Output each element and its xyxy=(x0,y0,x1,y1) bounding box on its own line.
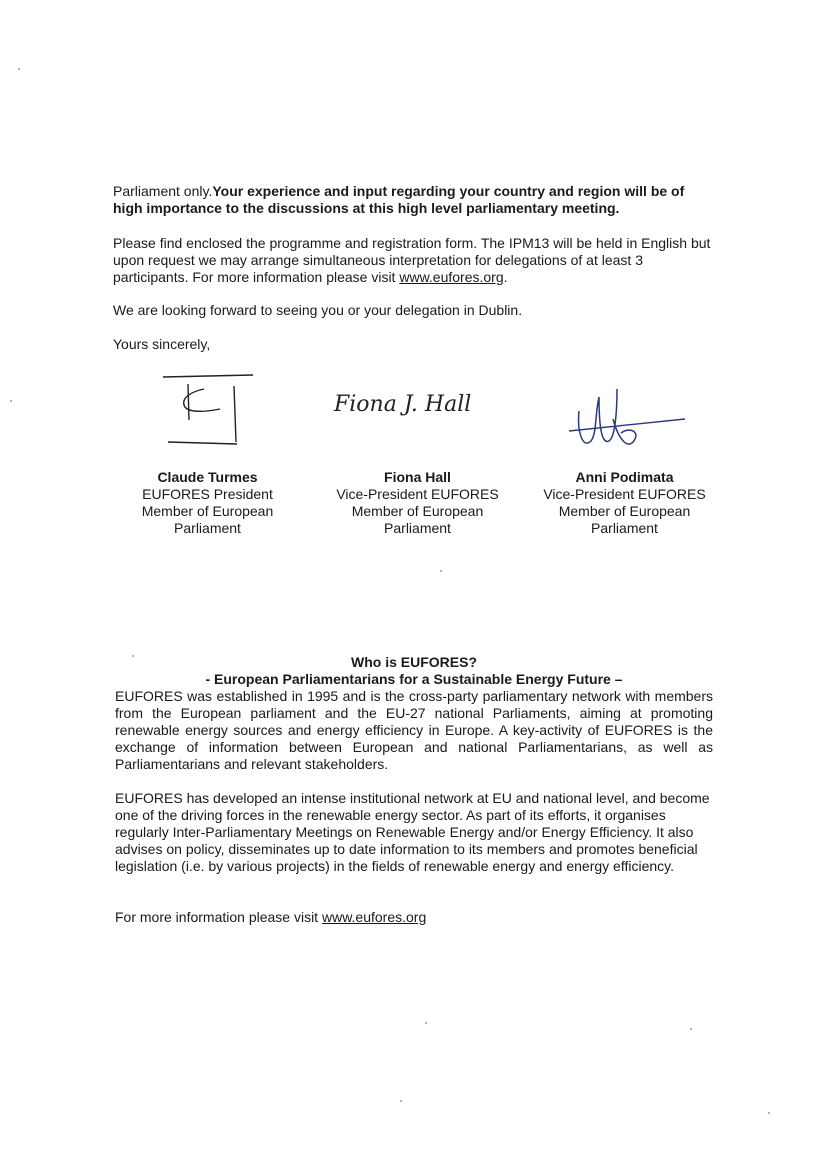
scan-speck xyxy=(10,400,12,402)
scan-speck xyxy=(18,68,20,70)
about-paragraph-1: EUFORES was established in 1995 and is the cross-party parliamentary network with members from the European parliament and the EU-27 national Parliaments, aiming at promoting renewable energy sources and energy efficiency in Europe. A key-activity of EUFORES is the exchange of information between European and national Parliamentarians, as well as Parliamentarians and relevant stakeholders. xyxy=(115,688,713,772)
about-title: Who is EUFORES? xyxy=(351,654,477,670)
scan-speck xyxy=(768,1112,770,1114)
signatory-name: Anni Podimata xyxy=(575,469,674,485)
eufores-link[interactable]: www.eufores.org xyxy=(399,269,504,285)
signatory-role: EUFORES President xyxy=(142,486,273,502)
signatory-line3: Parliament xyxy=(591,520,658,536)
signatory-claude-turmes xyxy=(120,469,295,537)
more-info-text: For more information please visit xyxy=(115,909,322,925)
looking-forward-paragraph: We are looking forward to seeing you or your delegation in Dublin. xyxy=(113,302,523,318)
signatory-name: Fiona Hall xyxy=(384,469,451,485)
signatory-role: Vice-President EUFORES xyxy=(543,486,706,502)
signature-claude-turmes xyxy=(160,372,260,452)
about-paragraph-2: EUFORES has developed an intense institutional network at EU and national level, and become one of the driving forces in the renewable energy sector. As part of its efforts, it organises regularly Inter-Parliamentary Meetings on Renewable Energy and/or Energy Efficiency. It also advises on policy, disseminates up to date information to its members and promotes beneficial legislation (i.e. by various projects) in the fields of renewable energy and energy efficiency. xyxy=(115,790,710,874)
signatory-line2: Member of European xyxy=(141,503,274,519)
about-subtitle: - European Parliamentarians for a Sustainable Energy Future – xyxy=(205,671,623,687)
scan-speck xyxy=(425,1022,427,1024)
signatory-line3: Parliament xyxy=(384,520,451,536)
signatory-anni-podimata xyxy=(532,469,717,537)
signature-fiona-hall-text: Fiona J. Hall xyxy=(334,392,472,417)
more-info-line xyxy=(115,909,615,926)
intro-paragraph xyxy=(113,183,715,217)
signature-fiona-hall xyxy=(330,383,530,423)
eufores-link-bottom[interactable]: www.eufores.org xyxy=(321,909,427,925)
signatory-role: Vice-President EUFORES xyxy=(336,486,499,502)
signatory-name: Claude Turmes xyxy=(157,469,258,485)
intro-bold-text: Your experience and input regarding your country and region will be of high importance to the discussions at this high level parliamentary meeting. xyxy=(113,183,685,216)
scan-speck xyxy=(440,570,442,572)
signature-anni-podimata xyxy=(565,383,695,463)
closing-text: Yours sincerely, xyxy=(113,336,211,352)
programme-text: Please find enclosed the programme and registration form. The IPM13 will be held in English but upon request we may arrange simultaneous interpretation for delegations of at least 3 participants. For more information please visit xyxy=(113,235,711,285)
signatory-line2: Member of European xyxy=(351,503,484,519)
scan-speck xyxy=(690,1028,692,1030)
signatory-line3: Parliament xyxy=(174,520,241,536)
scan-speck xyxy=(400,1100,402,1102)
signatory-line2: Member of European xyxy=(558,503,691,519)
signatory-fiona-hall xyxy=(325,469,510,537)
scan-speck xyxy=(132,655,134,657)
intro-plain-text: Parliament only. xyxy=(113,183,213,199)
programme-end: . xyxy=(503,269,508,285)
programme-paragraph xyxy=(113,235,715,286)
